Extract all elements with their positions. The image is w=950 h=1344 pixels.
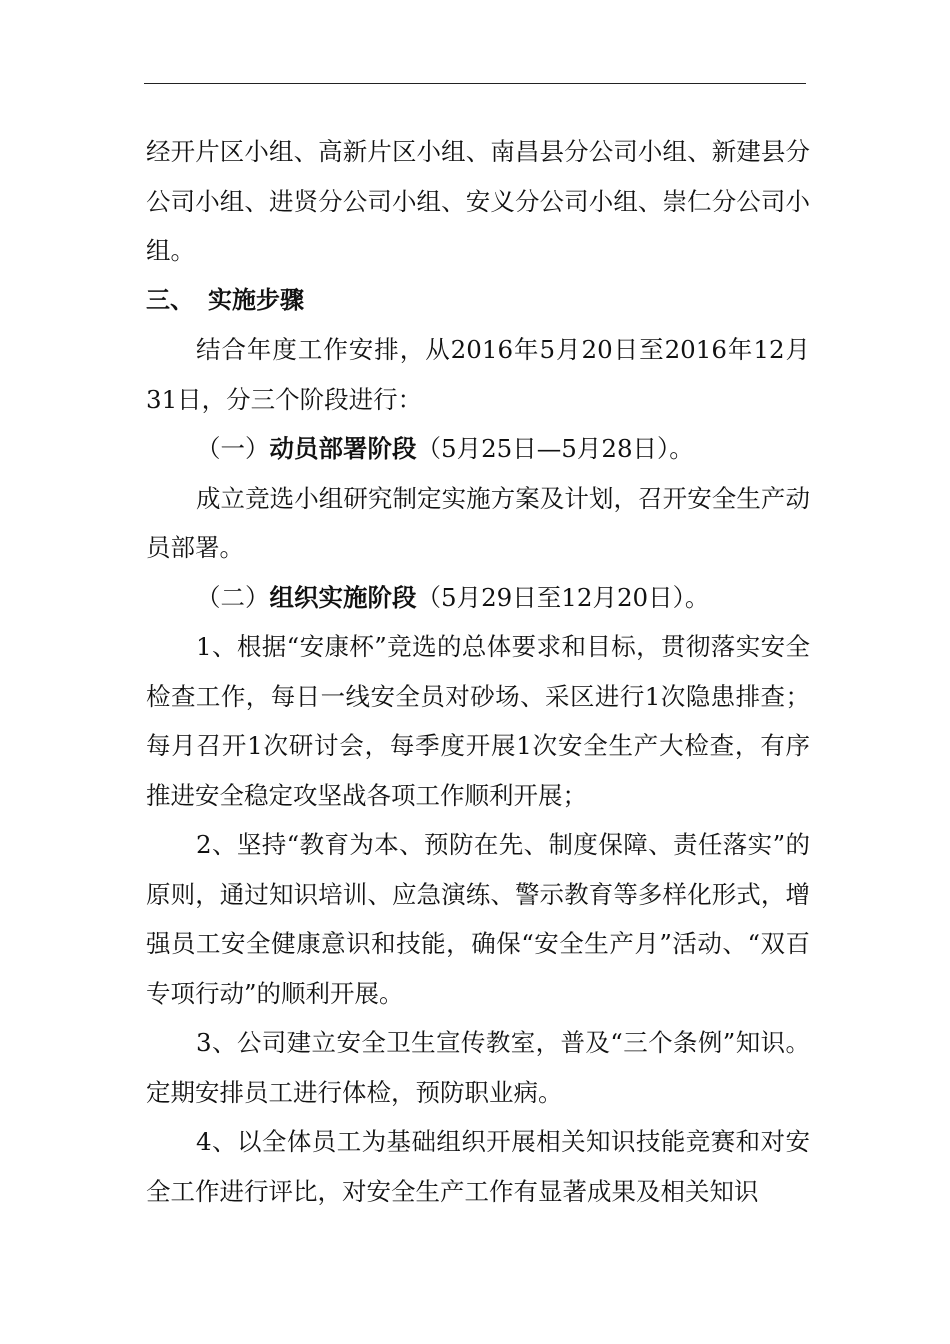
stage-two-heading xyxy=(146,573,810,623)
list-item-1: 1、根据“安康杯”竞选的总体要求和目标，贯彻落实安全检查工作，每日一线安全员对砂场、采区进行1次隐患排查；每月召开1次研讨会，每季度开展1次安全生产大检查，有序推进安全稳定攻坚战各项工作顺利开展； xyxy=(146,632,810,810)
continuation-paragraph: 经开片区小组、高新片区小组、南昌县分公司小组、新建县分公司小组、进贤分公司小组、安义分公司小组、崇仁分公司小组。 xyxy=(146,137,810,265)
stage-one-prefix: （一） xyxy=(196,434,270,463)
intro-paragraph: 结合年度工作安排，从2016年5月20日至2016年12月31日，分三个阶段进行： xyxy=(146,335,810,414)
stage-one-paragraph: 成立竞选小组研究制定实施方案及计划，召开安全生产动员部署。 xyxy=(146,483,810,562)
section-title: 实施步骤 xyxy=(208,285,304,314)
list-item-3: 3、公司建立安全卫生宣传教室，普及“三个条例”知识。定期安排员工进行体检，预防职业病。 xyxy=(146,1028,810,1107)
header-rule xyxy=(144,83,806,84)
stage-one-title: 动员部署阶段 xyxy=(269,434,417,463)
stage-one-dates: （5月25日—5月28日）。 xyxy=(416,434,694,463)
stage-two-prefix: （二） xyxy=(196,582,270,612)
section-number: 三、 xyxy=(146,285,194,314)
list-item-4: 4、以全体员工为基础组织开展相关知识技能竞赛和对安全工作进行评比，对安全生产工作有显著成果及相关知识 xyxy=(146,1127,810,1206)
stage-one-heading xyxy=(146,424,810,474)
list-item-2: 2、坚持“教育为本、预防在先、制度保障、责任落实”的原则，通过知识培训、应急演练、警示教育等多样化形式，增强员工安全健康意识和技能，确保“安全生产月”活动、“双百专项行动”的顺利开展。 xyxy=(146,830,810,1008)
stage-two-dates: （5月29日至12月20日）。 xyxy=(416,582,710,612)
stage-two-title: 组织实施阶段 xyxy=(269,582,417,612)
document-body xyxy=(146,127,810,1216)
section-heading xyxy=(146,276,810,326)
